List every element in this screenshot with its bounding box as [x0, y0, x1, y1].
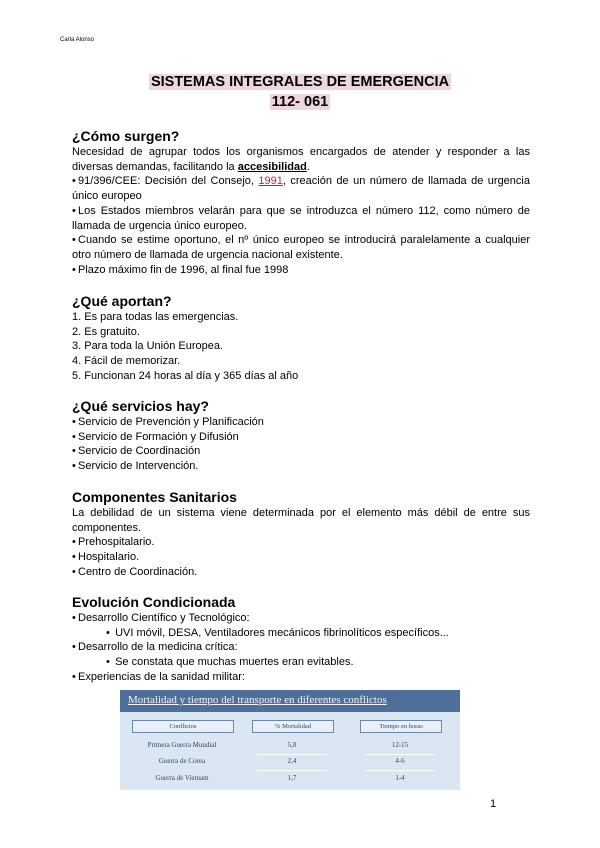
- column-header-tiempo: Tiempo en horas: [360, 720, 442, 733]
- list-item: 3. Para toda la Unión Europea.: [72, 340, 224, 353]
- list-item: • Cuando se estime oportuno, el nº único europeo se introducirá paralelamente a cualquier otro número de llamada de urgencia nacional existente.: [72, 234, 530, 261]
- paragraph-debilidad: La debilidad de un sistema viene determinada por el elemento más débil de entre sus componentes.: [72, 507, 530, 534]
- section-heading: Componentes Sanitarios: [72, 489, 237, 505]
- table-row-conflict: Primera Guerra Mundial: [147, 741, 217, 749]
- list-item: • Desarrollo Científico y Tecnológico:: [72, 612, 250, 624]
- list-item: 2. Es gratuito.: [72, 325, 140, 338]
- column-header-conflictos: Conflictos: [132, 720, 234, 733]
- page-number: 1: [490, 798, 497, 810]
- section-heading: ¿Cómo surgen?: [72, 128, 180, 144]
- table-row-time: 1-4: [395, 774, 405, 782]
- section-evolucion-condicionada: [72, 593, 530, 685]
- section-como-surgen: [72, 127, 530, 277]
- list-item-nested: • UVI móvil, DESA, Ventiladores mecánicos fibrinolíticos específicos...: [106, 626, 449, 639]
- list-item: • 91/396/CEE: Decisión del Consejo, 1991, creación de un número de llamada de urgencia único europeo: [72, 175, 530, 203]
- section-que-aportan: [72, 292, 530, 384]
- section-heading: ¿Qué aportan?: [72, 293, 172, 309]
- list-item: • Centro de Coordinación.: [72, 565, 198, 578]
- document-title: SISTEMAS INTEGRALES DE EMERGENCIA: [150, 74, 450, 90]
- mortality-transport-figure: [120, 690, 460, 790]
- column-header-mortalidad: % Mortalidad: [252, 720, 334, 733]
- table-row-time: 4-6: [395, 757, 405, 765]
- list-item: 5. Funcionan 24 horas al día y 365 días al año: [72, 369, 299, 382]
- list-item: • Plazo máximo fin de 1996, al final fue 1998: [72, 263, 289, 276]
- figure-title: Mortalidad y tiempo del transporte en diferentes conflictos: [128, 694, 387, 706]
- list-item: 4. Fácil de memorizar.: [72, 355, 181, 368]
- row-divider: [365, 770, 435, 771]
- accesibilidad-link[interactable]: accesibilidad: [237, 160, 307, 173]
- list-item: • Prehospitalario.: [72, 536, 155, 549]
- list-item: • Los Estados miembros velarán para que se introduzca el número 112, como número de llamada de urgencia único europeo.: [72, 204, 530, 232]
- paragraph-need: Necesidad de agrupar todos los organismos encargados de atender y responder a las diversas demandas, facilitando la accesibilidad.: [72, 146, 530, 173]
- section-que-servicios: [72, 397, 530, 474]
- list-item: • Experiencias de la sanidad militar:: [72, 670, 245, 683]
- figure-header-bar: [120, 690, 460, 712]
- author-name: Carla Alonso: [60, 37, 95, 43]
- list-item: • Servicio de Formación y Difusión: [72, 430, 239, 443]
- list-item: • Desarrollo de la medicina crítica:: [72, 641, 238, 654]
- table-row-time: 12-15: [391, 741, 409, 749]
- title-line-2-wrap: [0, 93, 600, 111]
- list-item: 1. Es para todas las emergencias.: [72, 311, 239, 323]
- document-subtitle-number: 112- 061: [271, 94, 329, 110]
- list-item: • Servicio de Prevención y Planificación: [72, 416, 264, 428]
- row-divider: [365, 754, 435, 755]
- list-item: • Hospitalario.: [72, 551, 140, 564]
- section-heading: ¿Qué servicios hay?: [72, 398, 209, 414]
- year-1991-link[interactable]: 1991: [258, 175, 283, 188]
- list-item-nested: • Se constata que muchas muertes eran evitables.: [106, 656, 354, 669]
- list-item: • Servicio de Intervención.: [72, 460, 199, 473]
- table-row-conflict: Guerra de Vietnam: [155, 774, 209, 782]
- table-row-mortality: 1,7: [287, 774, 297, 782]
- table-row-conflict: Guerra de Corea: [158, 757, 206, 765]
- list-item: • Servicio de Coordinación: [72, 445, 201, 458]
- section-heading: Evolución Condicionada: [72, 594, 236, 610]
- title-line-1-wrap: [0, 73, 600, 91]
- row-divider: [257, 754, 327, 755]
- row-divider: [257, 770, 327, 771]
- table-row-mortality: 2,4: [287, 757, 297, 765]
- table-row-mortality: 5,8: [287, 741, 297, 749]
- section-componentes-sanitarios: [72, 488, 530, 580]
